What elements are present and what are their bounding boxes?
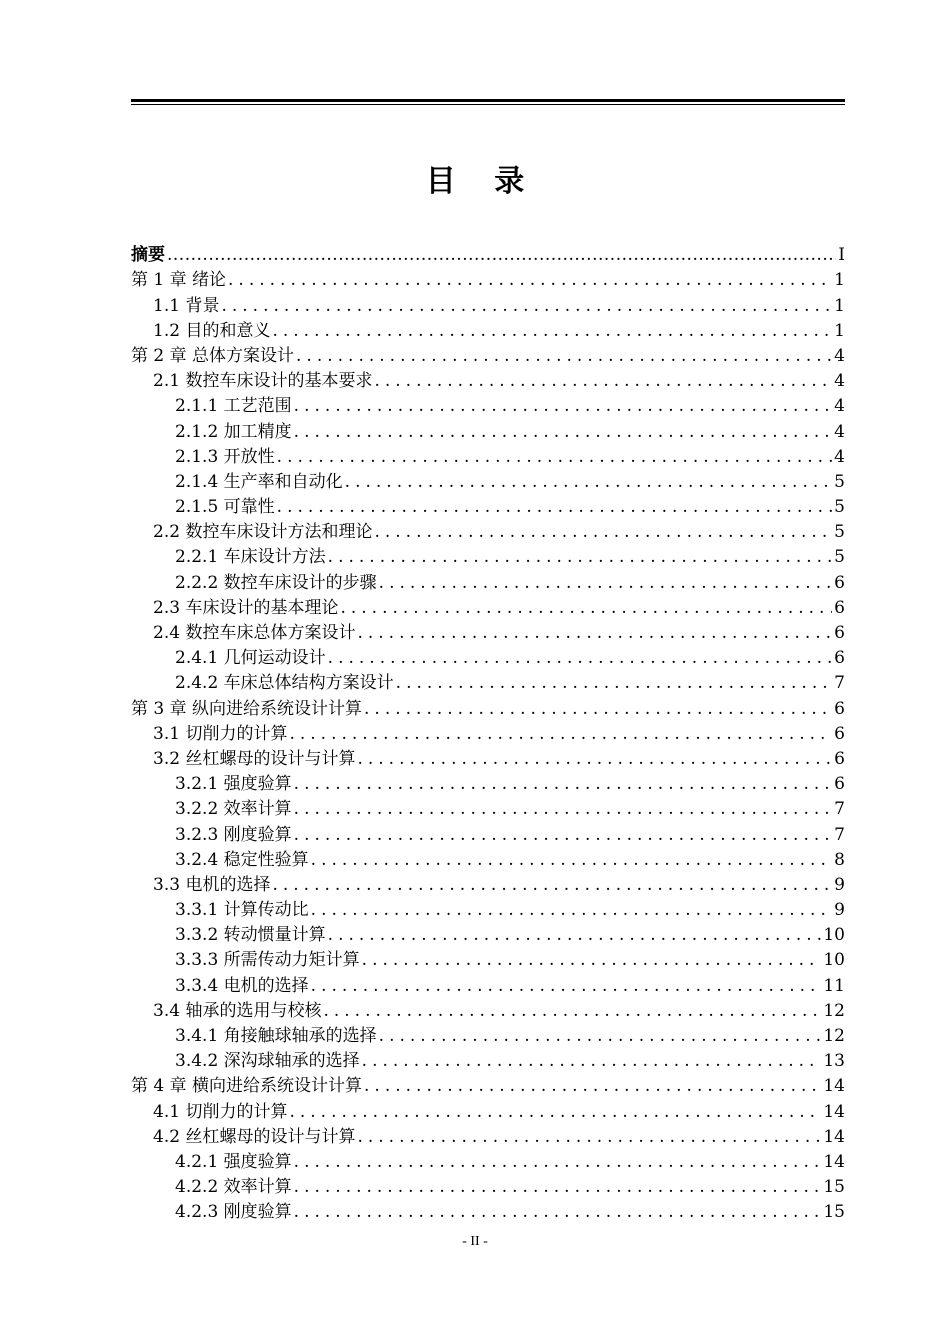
toc-entry-label: 3.2.4 稳定性验算	[175, 849, 309, 870]
toc-entry[interactable]	[131, 443, 845, 468]
toc-entry-label: 第 4 章 横向进给系统设计计算	[131, 1076, 363, 1097]
toc-leader-dots	[328, 924, 822, 946]
toc-leader-dots	[272, 320, 832, 342]
toc-entry-page: 6	[834, 723, 845, 744]
toc-entry[interactable]	[131, 342, 845, 367]
toc-entry-page: 14	[823, 1151, 845, 1172]
toc-entry[interactable]	[131, 493, 845, 518]
toc-entry-label: 3.3.1 计算传动比	[175, 900, 309, 921]
toc-entry-page: 1	[834, 270, 845, 291]
toc-entry-label: 3.3 电机的选择	[153, 874, 271, 895]
toc-entry-label: 2.1.2 加工精度	[175, 421, 292, 442]
toc-entry[interactable]	[131, 1123, 845, 1148]
toc-entry-page: 1	[834, 295, 845, 316]
toc-entry-label: 2.1.5 可靠性	[175, 497, 275, 518]
toc-entry-page: 14	[823, 1101, 845, 1122]
toc-leader-dots	[294, 1201, 822, 1223]
toc-leader-dots	[277, 446, 833, 468]
toc-entry-page: 4	[834, 345, 845, 366]
toc-leader-dots	[374, 370, 832, 392]
toc-entry-page: 7	[834, 799, 845, 820]
toc-leader-dots	[311, 849, 833, 871]
toc-entry-label: 3.3.3 所需传动力矩计算	[175, 950, 360, 971]
toc-entry-label: 2.1 数控车床设计的基本要求	[153, 371, 373, 392]
toc-entry[interactable]	[131, 1198, 845, 1223]
toc-entry-label: 3.4.1 角接触球轴承的选择	[175, 1026, 377, 1046]
toc-entry[interactable]	[131, 392, 845, 417]
toc-entry-label: 2.1.3 开放性	[175, 446, 275, 467]
toc-entry[interactable]	[131, 820, 845, 845]
toc-entry[interactable]	[131, 518, 845, 543]
toc-leader-dots	[396, 672, 833, 694]
toc-entry[interactable]	[131, 1047, 845, 1072]
header-rule-thick	[131, 99, 845, 102]
toc-entry-page: 4	[834, 396, 845, 417]
toc-entry-label: 3.3.4 电机的选择	[175, 975, 309, 996]
toc-entry[interactable]	[131, 1148, 845, 1173]
toc-entry-page: 6	[834, 748, 845, 769]
toc-leader-dots	[311, 899, 833, 921]
toc-entry[interactable]	[131, 468, 845, 493]
toc-entry-label: 4.1 切削力的计算	[153, 1101, 288, 1122]
toc-leader-dots	[362, 949, 822, 971]
toc-entry[interactable]	[131, 946, 845, 971]
toc-entry[interactable]	[131, 896, 845, 921]
toc-entry[interactable]	[131, 997, 845, 1022]
toc-entry-label: 1.2 目的和意义	[153, 320, 271, 341]
toc-leader-dots	[357, 622, 832, 644]
toc-entry-label: 1.1 背景	[153, 295, 220, 316]
toc-leader-dots	[379, 1025, 822, 1047]
toc-leader-dots	[294, 824, 833, 846]
toc-leader-dots	[357, 748, 832, 770]
toc-leader-dots	[277, 496, 833, 518]
toc-leader-dots	[294, 421, 833, 443]
toc-leader-dots	[294, 773, 833, 795]
toc-leader-dots	[374, 521, 832, 543]
toc-entry-label: 2.2 数控车床设计方法和理论	[153, 522, 373, 543]
toc-entry-label: 摘要	[131, 245, 165, 266]
toc-leader-dots	[294, 1176, 822, 1198]
toc-entry-page: 14	[823, 1126, 845, 1147]
toc-leader-dots	[294, 1151, 822, 1173]
toc-entry-page: 5	[834, 497, 845, 518]
toc-entry-label: 第 3 章 纵向进给系统设计计算	[131, 698, 363, 719]
toc-entry-label: 4.2.3 刚度验算	[175, 1202, 292, 1223]
toc-entry-page: 13	[823, 1051, 845, 1072]
toc-entry-page: 10	[823, 950, 845, 971]
toc-entry-label: 2.1.1 工艺范围	[175, 396, 292, 417]
toc-entry-page: 7	[834, 673, 845, 694]
toc-entry-page: 4	[834, 446, 845, 467]
toc-leader-dots	[289, 723, 832, 745]
toc-entry-label: 第 1 章 绪论	[131, 270, 227, 291]
toc-entry[interactable]	[131, 694, 845, 719]
toc-entry[interactable]	[131, 669, 845, 694]
toc-entry[interactable]	[131, 1072, 845, 1097]
toc-entry-label: 2.1.4 生产率和自动化	[175, 471, 343, 492]
toc-entry[interactable]	[131, 770, 845, 795]
toc-leader-dots	[379, 572, 833, 594]
toc-entry-label: 4.2.1 强度验算	[175, 1151, 292, 1172]
toc-entry-page: 6	[834, 698, 845, 719]
toc-entry-page: 5	[834, 547, 845, 568]
toc-leader-dots	[311, 975, 822, 997]
toc-entry-page: 6	[834, 774, 845, 795]
toc-entry-label: 3.1 切削力的计算	[153, 723, 288, 744]
toc-entry[interactable]	[131, 241, 845, 266]
toc-leader-dots	[364, 698, 832, 720]
toc-entry[interactable]	[131, 871, 845, 896]
toc-entry-page: 9	[834, 900, 845, 921]
toc-leader-dots	[364, 1075, 821, 1097]
toc-entry-page: 11	[823, 975, 845, 996]
toc-entry[interactable]	[131, 846, 845, 871]
toc-entry[interactable]	[131, 619, 845, 644]
toc-title: 目 录	[425, 164, 539, 199]
toc-leader-dots	[289, 1101, 821, 1123]
toc-leader-dots	[345, 471, 833, 493]
toc-entry-page: 15	[823, 1202, 845, 1223]
toc-entry-label: 2.4 数控车床总体方案设计	[153, 623, 356, 643]
toc-entry-label: 3.2.2 效率计算	[175, 799, 292, 820]
toc-entry[interactable]	[131, 568, 845, 593]
toc-entry-label: 第 2 章 总体方案设计	[131, 345, 295, 366]
toc-entry[interactable]	[131, 367, 845, 392]
toc-entry-page: I	[838, 245, 845, 266]
toc-entry-label: 3.4.2 深沟球轴承的选择	[175, 1051, 360, 1072]
toc-leader-dots	[362, 1050, 822, 1072]
toc-entry-label: 3.4 轴承的选用与校核	[153, 1000, 322, 1021]
toc-entry-label: 2.4.1 几何运动设计	[175, 648, 326, 669]
toc-entry-page: 6	[834, 597, 845, 618]
toc-leader-dots	[221, 295, 832, 317]
toc-entry-page: 6	[834, 648, 845, 669]
toc-entry-page: 15	[823, 1177, 845, 1198]
toc-entry[interactable]	[131, 543, 845, 568]
toc-entry-label: 4.2.2 效率计算	[175, 1177, 292, 1198]
toc-entry-label: 3.3.2 转动惯量计算	[175, 925, 326, 946]
toc-entry-label: 3.2.1 强度验算	[175, 774, 292, 795]
toc-entry-label: 3.2.3 刚度验算	[175, 824, 292, 845]
toc-entry[interactable]	[131, 317, 845, 342]
toc-entry-label: 2.3 车床设计的基本理论	[153, 597, 339, 618]
toc-entry-page: 12	[823, 1026, 845, 1046]
toc-leader-dots	[323, 1000, 821, 1022]
toc-entry[interactable]	[131, 745, 845, 770]
toc-leader-dots	[228, 269, 832, 291]
toc-leader-dots	[272, 874, 832, 896]
toc-entry[interactable]	[131, 720, 845, 745]
toc-entry-page: 8	[834, 849, 845, 870]
toc-entry-page: 9	[834, 874, 845, 895]
toc-entry-page: 6	[834, 572, 845, 593]
toc-entry[interactable]	[131, 1022, 845, 1047]
toc-entry-page: 7	[834, 824, 845, 845]
toc-entry-page: 4	[834, 371, 845, 392]
toc-entry-label: 2.2.2 数控车床设计的步骤	[175, 572, 377, 593]
table-of-contents	[131, 241, 845, 1223]
toc-entry[interactable]	[131, 594, 845, 619]
toc-entry-page: 10	[823, 925, 845, 946]
toc-entry-page: 5	[834, 471, 845, 492]
toc-entry-page: 12	[823, 1000, 845, 1021]
toc-entry-page: 4	[834, 421, 845, 442]
page-number: - II -	[462, 1234, 488, 1249]
toc-entry[interactable]	[131, 1097, 845, 1122]
header-rule-thin	[131, 104, 845, 105]
toc-leader-dots	[294, 798, 833, 820]
toc-leader-dots	[167, 244, 836, 266]
toc-leader-dots	[328, 647, 833, 669]
toc-entry[interactable]	[131, 266, 845, 291]
toc-entry[interactable]	[131, 417, 845, 442]
toc-entry-label: 3.2 丝杠螺母的设计与计算	[153, 748, 356, 769]
toc-leader-dots	[340, 597, 832, 619]
toc-leader-dots	[294, 395, 833, 417]
toc-leader-dots	[328, 546, 833, 568]
toc-entry[interactable]	[131, 971, 845, 996]
toc-entry[interactable]	[131, 795, 845, 820]
toc-entry-label: 4.2 丝杠螺母的设计与计算	[153, 1126, 356, 1147]
toc-entry-label: 2.4.2 车床总体结构方案设计	[175, 673, 394, 694]
toc-entry[interactable]	[131, 921, 845, 946]
toc-leader-dots	[357, 1126, 821, 1148]
toc-entry-label: 2.2.1 车床设计方法	[175, 547, 326, 568]
toc-leader-dots	[296, 345, 832, 367]
toc-entry-page: 5	[834, 522, 845, 543]
toc-entry-page: 1	[834, 320, 845, 341]
toc-entry[interactable]	[131, 1173, 845, 1198]
toc-entry[interactable]	[131, 291, 845, 316]
toc-entry[interactable]	[131, 644, 845, 669]
toc-entry-page: 14	[823, 1076, 845, 1097]
toc-entry-page: 6	[834, 623, 845, 643]
